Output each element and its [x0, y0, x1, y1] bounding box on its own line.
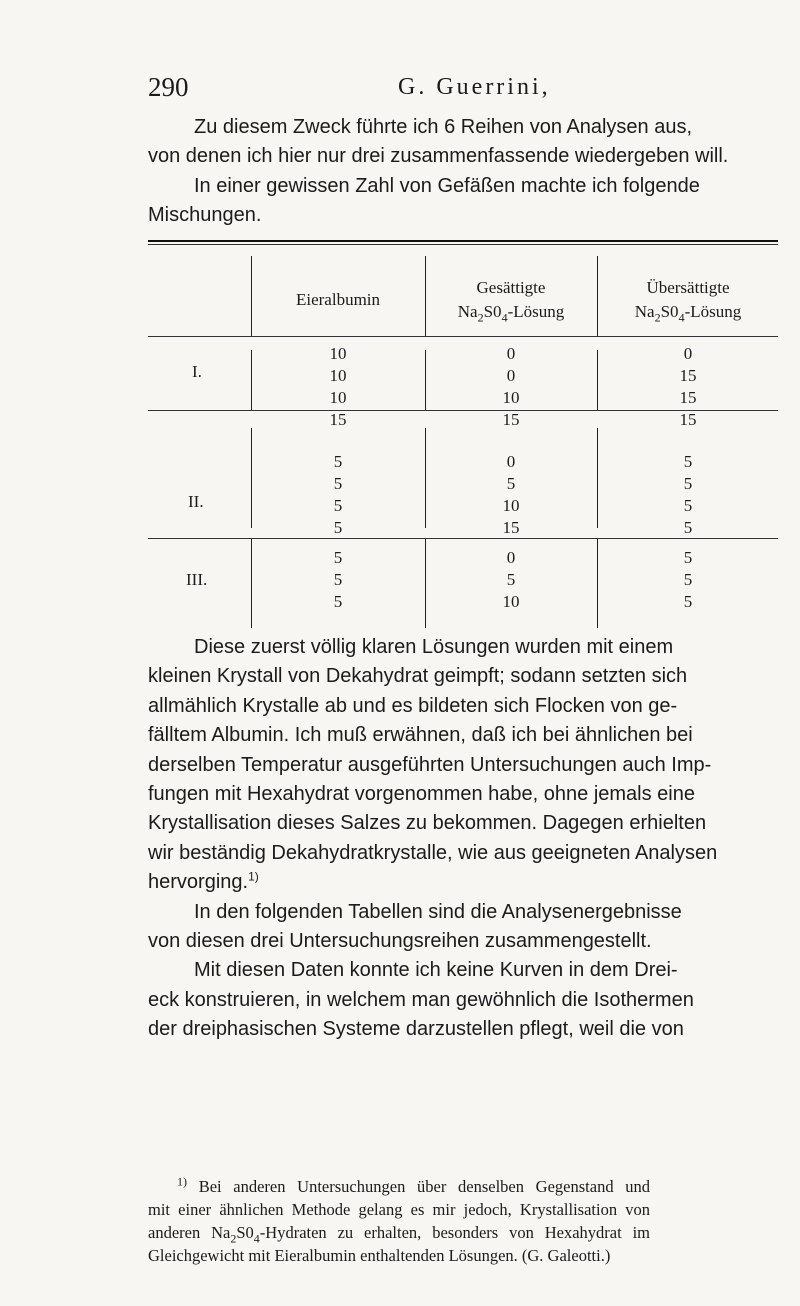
table-cell: 10 — [329, 366, 347, 385]
group-rule — [148, 538, 778, 539]
table-cell: 15 — [329, 410, 347, 429]
text-line: von denen ich hier nur drei zusammenfassende wiedergeben will. — [148, 145, 729, 168]
table-cell: 10 — [329, 388, 347, 407]
text-line: eck konstruieren, in welchem man gewöhnlich die Isothermen — [148, 988, 694, 1011]
text-line: Zu diesem Zweck führte ich 6 Reihen von Analysen aus, — [194, 116, 693, 138]
table-cell: 5 — [333, 570, 343, 589]
col-header-line: Gesättigte — [476, 278, 546, 297]
table-cell: 10 — [502, 388, 520, 407]
column-rule — [251, 538, 252, 628]
table-cell: 10 — [502, 592, 520, 611]
body-paragraph — [148, 633, 718, 1044]
table-cell: 15 — [679, 388, 697, 407]
footnote-line: anderen $Na_2S0_4$-Hydraten zu erhalten, besonders von Hexahydrat im — [148, 1223, 650, 1246]
table-cell: 5 — [683, 592, 693, 611]
text-line: Mischungen. — [148, 204, 262, 227]
text-line: fungen mit Hexahydrat vorgenommen habe, ohne jemals eine — [148, 782, 695, 805]
text-line: Krystallisation dieses Salzes zu bekommen. Dagegen erhielten — [148, 812, 707, 835]
column-rule — [597, 350, 598, 410]
table-cell: 5 — [506, 570, 516, 589]
table-cell: 0 — [506, 452, 516, 471]
footnote-ref: 1) — [248, 869, 259, 884]
table-cell: 0 — [506, 548, 516, 567]
table-cell: 5 — [683, 570, 693, 589]
text-line: allmählich Krystalle ab und es bildeten sich Flocken von ge- — [148, 694, 678, 717]
text-line: wir beständig Dekahydratkrystalle, wie aus geeigneten Analysen — [148, 841, 718, 864]
column-rule — [425, 428, 426, 528]
table-cell: 5 — [683, 452, 693, 471]
table-cell: 5 — [333, 518, 343, 537]
footnote — [148, 1175, 650, 1267]
text-line: derselben Temperatur ausgeführten Untersuchungen auch Imp- — [148, 753, 712, 776]
table-cell: 5 — [333, 496, 343, 515]
table-cell: 5 — [333, 592, 343, 611]
table-cell: 15 — [502, 410, 520, 429]
column-rule — [597, 538, 598, 628]
table-cell: 5 — [683, 496, 693, 515]
table-cell: 15 — [502, 518, 520, 537]
table-cell: 5 — [506, 474, 516, 493]
text-line: fälltem Albumin. Ich muß erwähnen, daß ich bei ähnlichen bei — [148, 724, 693, 747]
text-line: hervorging.$^{1)}$ — [148, 869, 259, 894]
table-cell: 10 — [329, 344, 347, 363]
table-cell: 5 — [683, 474, 693, 493]
table-cell: 0 — [506, 344, 516, 363]
table-cell: 5 — [333, 452, 343, 471]
footnote-line: Gleichgewicht mit Eieralbumin enthaltenden Lösungen. (G. Galeotti.) — [148, 1246, 611, 1265]
table-cell: 5 — [683, 518, 693, 537]
text-line: der dreiphasischen Systeme darzustellen pflegt, weil die von — [148, 1018, 684, 1041]
text-line: In einer gewissen Zahl von Gefäßen machte ich folgende — [194, 174, 700, 197]
footnote-line: mit einer ähnlichen Methode gelang es mir jedoch, Krystallisation von — [148, 1200, 650, 1219]
table-top-rule — [148, 240, 778, 242]
footnote-line: $^{1)}$ Bei anderen Untersuchungen über denselben Gegenstand und — [177, 1174, 650, 1196]
col-header-line: Übersättigte — [646, 278, 730, 297]
intro-paragraph — [148, 113, 729, 231]
mixture-table — [148, 244, 778, 634]
group-label: III. — [186, 570, 208, 589]
table-cell: 15 — [679, 410, 697, 429]
table-cell: 15 — [679, 366, 697, 385]
column-rule — [251, 428, 252, 528]
group-label: I. — [192, 362, 202, 381]
col-header-gesaettigte — [426, 276, 596, 324]
text-line: Mit diesen Daten konnte ich keine Kurven in dem Drei- — [194, 959, 678, 982]
table-cell: 5 — [683, 548, 693, 567]
running-head: G. Guerrini, — [398, 74, 551, 100]
col-header-eieralbumin: Eieralbumin — [295, 290, 381, 309]
table-cell: 0 — [506, 366, 516, 385]
text-line: Diese zuerst völlig klaren Lösungen wurden mit einem — [194, 636, 674, 658]
column-rule — [251, 350, 252, 410]
text-line: kleinen Krystall von Dekahydrat geimpft; sodann setzten sich — [148, 665, 688, 688]
col-header-line: $Na_2S0_4$-Lösung — [457, 302, 565, 325]
col-header-line: $Na_2S0_4$-Lösung — [634, 302, 742, 325]
page-number: 290 — [148, 72, 189, 102]
column-rule — [425, 538, 426, 628]
text-line: In den folgenden Tabellen sind die Analysenergebnisse — [194, 900, 682, 923]
header-rule — [148, 336, 778, 337]
text-line: von diesen drei Untersuchungsreihen zusammengestellt. — [148, 929, 652, 952]
table-cell: 0 — [683, 344, 693, 363]
table-cell: 5 — [333, 474, 343, 493]
column-rule — [425, 350, 426, 410]
table-cell: 10 — [502, 496, 520, 515]
column-rule — [597, 428, 598, 528]
table-cell: 5 — [333, 548, 343, 567]
col-header-uebersaettigte — [598, 276, 778, 324]
group-label: II. — [188, 492, 204, 511]
